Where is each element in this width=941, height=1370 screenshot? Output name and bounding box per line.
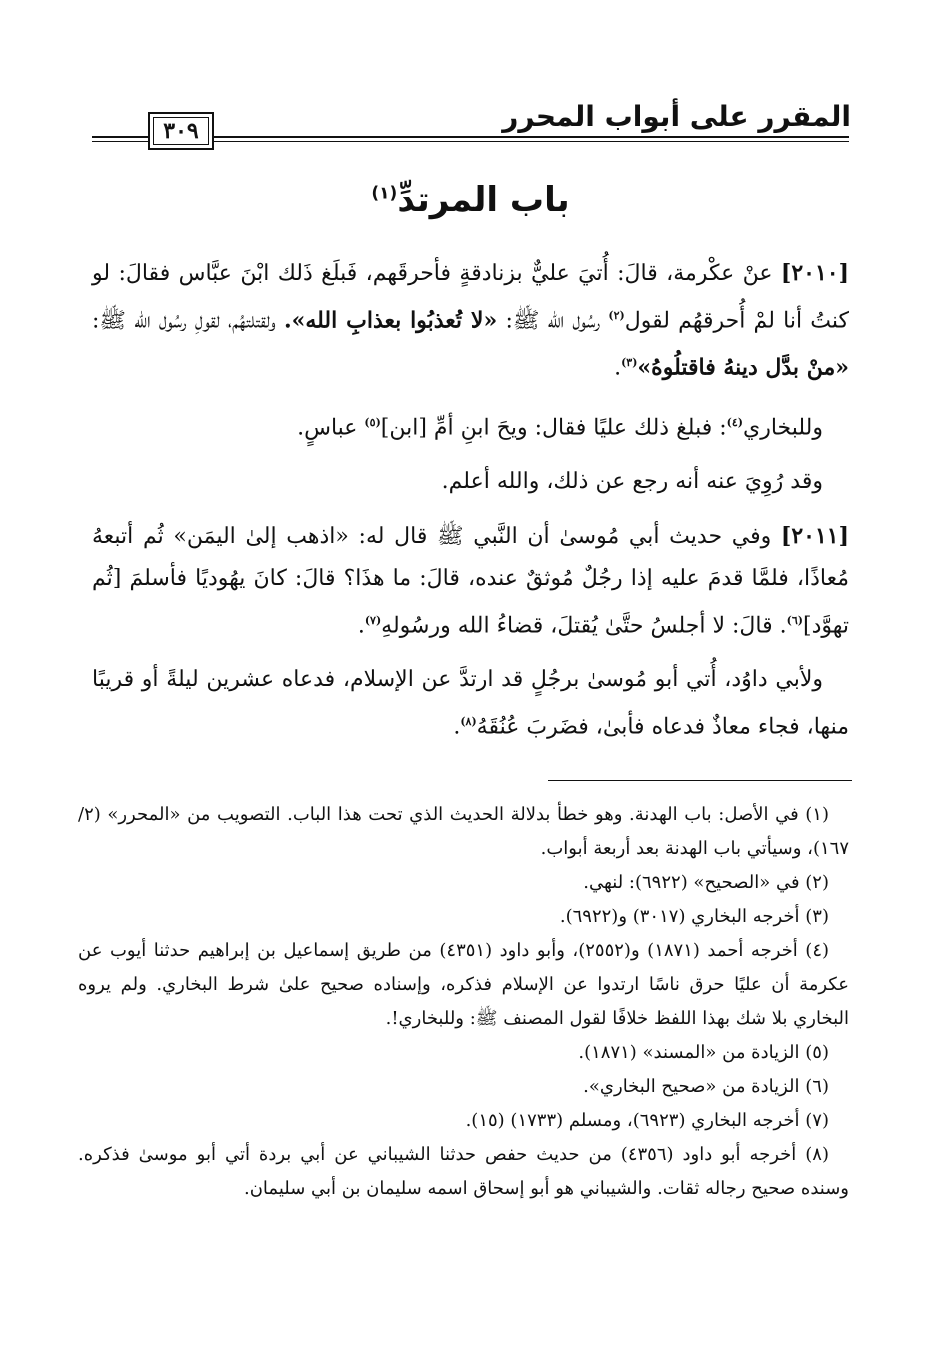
body-text	[92, 252, 849, 761]
hadith-text: عنْ عكْرمة، قالَ: أُتيَ عليٌّ بزنادقةٍ فأحرقَهم، فَبلَغ ذَلك ابْنَ عبَّاس فقالَ: لو كنتُ أنا لمْ أُحرقهُم لقول	[92, 261, 849, 334]
punctuation: .	[357, 613, 365, 639]
footnote-ref-4: (٤)	[726, 415, 743, 429]
page-number-box	[148, 112, 214, 150]
hadith-number: [٢٠١٠]	[780, 260, 850, 286]
footnote-ref-5: (٥)	[364, 415, 381, 429]
prophetic-quote: «لا تُعذبُوا بعذابِ الله».	[283, 307, 498, 334]
punctuation: .	[453, 714, 461, 740]
footnote: (٨) أخرجه أبو داود (٤٣٥٦) من حديث حفص حدثنا الشيباني عن أبي بردة أتي أبو موسىٰ فذكره. وسنده صحيح رجاله ثقات. والشيباني هو أبو إسحاق اسمه سليمان بن أبي سليمان.	[78, 1144, 849, 1199]
variant-text: : فبلغ ذلك عليًا فقال: ويحَ ابنِ أمِّ [ابن]	[380, 414, 727, 440]
hadith-text: . قالَ: لا أجلسُ حتَّىٰ يُقتلَ، قضاءُ الله ورسُولهِ	[381, 613, 787, 639]
footnote-separator	[548, 780, 852, 781]
note-text: وقد رُوِيَ عنه أنه رجع عن ذلك، والله أعلم.	[441, 468, 823, 494]
punctuation: .	[614, 355, 622, 381]
hadith-text: ولقتلتهُم، لقولِ رسُول الله ﷺ:	[92, 308, 276, 334]
running-header-title: المقرر على أبواب المحرر	[502, 100, 851, 133]
footnote: (٦) الزيادة من «صحيح البخاري».	[583, 1076, 829, 1097]
hadith-2010	[92, 252, 849, 390]
chapter-title	[0, 180, 941, 220]
footnote-ref-2: (٢)	[608, 309, 625, 322]
prophetic-quote: «منْ بدَّل دينهُ فاقتلُوهُ»	[637, 354, 849, 381]
footnote-ref-3: (٣)	[621, 356, 638, 370]
variant-text: عباسٍ.	[297, 414, 358, 440]
footnote-ref-1: (١)	[371, 183, 398, 204]
abu-dawud-variant	[92, 659, 849, 748]
footnote: (٤) أخرجه أحمد (١٨٧١) و(٢٥٥٢)، وأبو داود (٤٣٥١) من طريق إسماعيل بن إبراهيم حدثنا أيوب عن عكرمة أن عليًا حرق ناسًا ارتدوا عن الإسلام فذكره، وإسناده صحيح علىٰ شرط البخاري. ولم يروه البخاري بلا شك بهذا اللفظ خلافًا لقول المصنف ﷺ: وللبخاري!.	[78, 940, 849, 1029]
narration-note	[92, 461, 849, 503]
footnote: (٧) أخرجه البخاري (٦٩٢٣)، ومسلم (١٧٣٣) (١٥).	[465, 1110, 829, 1131]
page-number: ٣٠٩	[163, 118, 199, 144]
footnotes	[78, 798, 849, 1206]
footnote: (٥) الزيادة من «المسند» (١٨٧١).	[578, 1042, 829, 1063]
footnote-ref-8: (٨)	[460, 715, 477, 729]
footnote: (١) في الأصل: باب الهدنة. وهو خطأ بدلالة الحديث الذي تحت هذا الباب. التصويب من «المحرر» (٢/ ١٦٧)، وسيأتي باب الهدنة بعد أربعة أبواب.	[78, 804, 849, 859]
footnote: (٢) في «الصحيح» (٦٩٢٢): لنهي.	[583, 872, 829, 893]
chapter-title-text: باب المرتدِّ	[397, 180, 570, 220]
hadith-text: رسُول الله ﷺ:	[505, 308, 601, 334]
hadith-text: وفي حديث أبي مُوسىٰ أن النَّبي ﷺ قال له: «اذهب إلىٰ اليمَن» ثُم أتبعهُ مُعاذًا، فلمَّا قدمَ عليه إذا رجُلٌ مُوثقٌ عنده، قالَ: ما هذَا؟ قالَ: كانَ يهُوديًا فأسلمَ [ثُم تهوَّد]	[92, 523, 849, 639]
footnote: (٣) أخرجه البخاري (٣٠١٧) و(٦٩٢٢).	[559, 906, 829, 927]
hadith-number: [٢٠١١]	[780, 522, 850, 549]
hadith-2011	[92, 515, 849, 647]
footnote-ref-6: (٦)	[786, 613, 803, 627]
variant-text: ولأبي داوُد، أُتي أبو مُوسىٰ برجُلٍ قد ارتدَّ عن الإسلام، فدعاه عشرين ليلةً أو قريبًا منها، فجاء معاذٌ فدعاه فأبىٰ، فضَربَ عُنُقَهُ	[92, 667, 849, 740]
variant-text: وللبخاري	[743, 414, 823, 440]
footnote-ref-7: (٧)	[364, 613, 382, 627]
bukhari-variant	[92, 402, 849, 449]
